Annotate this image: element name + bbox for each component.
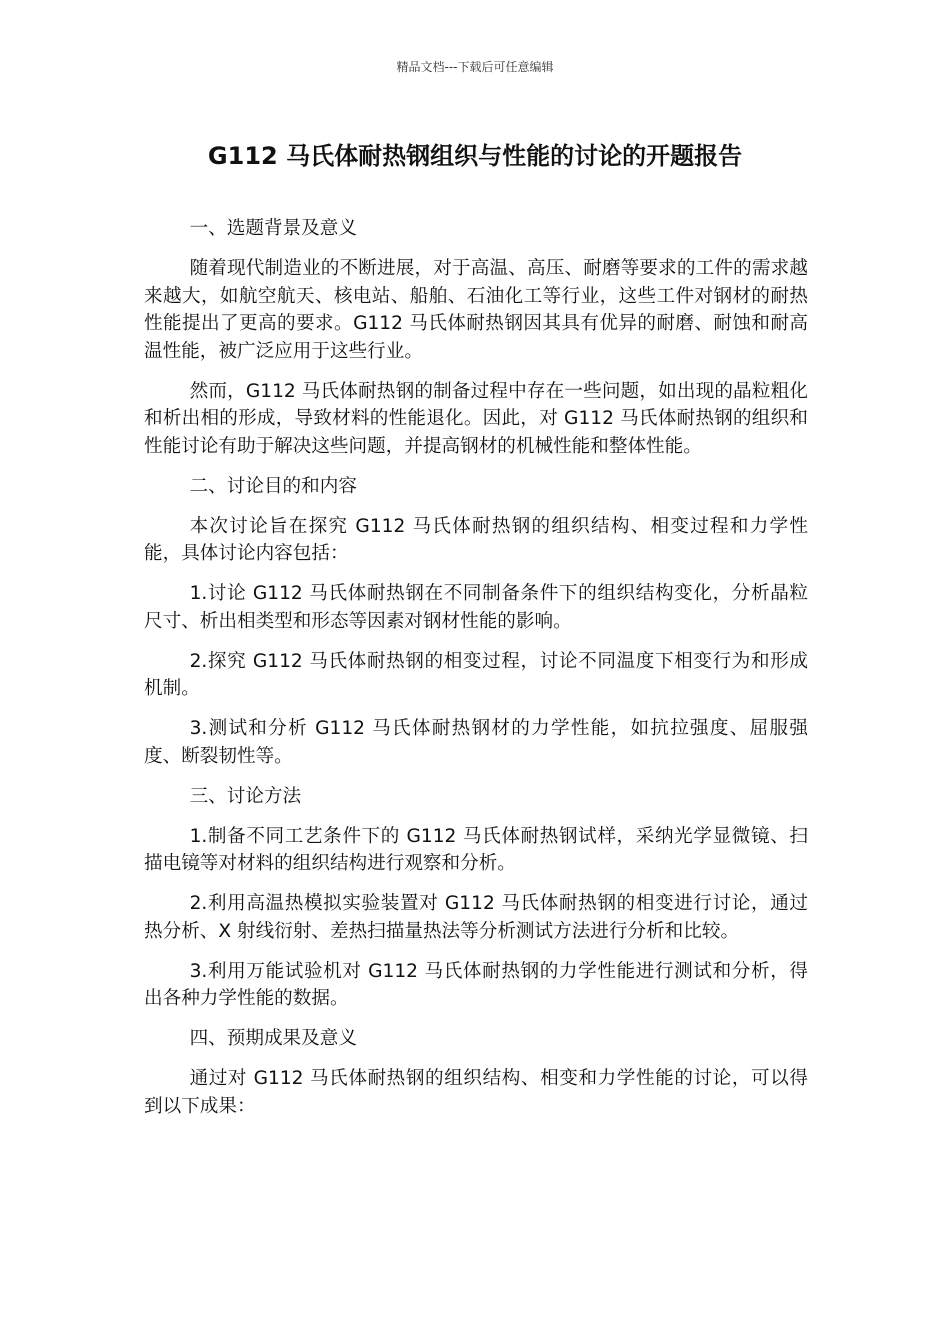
section-heading-methods: 三、讨论方法 [189, 785, 302, 807]
header-note: 精品文档---下载后可任意编辑 [396, 60, 554, 74]
paragraph-background-1: 随着现代制造业的不断进展，对于高温、高压、耐磨等要求的工件的需求越来越大，如航空航天、核电站、船舶、石油化工等行业，这些工件对钢材的耐热性能提出了更高的要求。G112 马氏体耐热钢因其具有优异的耐磨、耐蚀和耐高温性能，被广泛应用于这些行业。 [144, 258, 808, 362]
document-title: G112 马氏体耐热钢组织与性能的讨论的开题报告 [207, 142, 743, 170]
list-item-objective-3: 3.测试和分析 G112 马氏体耐热钢材的力学性能，如抗拉强度、屈服强度、断裂韧性等。 [144, 718, 808, 767]
section-heading-outcomes: 四、预期成果及意义 [189, 1028, 357, 1049]
paragraph-background-2: 然而，G112 马氏体耐热钢的制备过程中存在一些问题，如出现的晶粒粗化和析出相的形成，导致材料的性能退化。因此，对 G112 马氏体耐热钢的组织和性能讨论有助于解决这些问题，并提高钢材的机械性能和整体性能。 [144, 380, 808, 457]
list-item-objective-2: 2.探究 G112 马氏体耐热钢的相变过程，讨论不同温度下相变行为和形成机制。 [144, 650, 808, 699]
paragraph-objectives-intro: 本次讨论旨在探究 G112 马氏体耐热钢的组织结构、相变过程和力学性能，具体讨论内容包括： [144, 515, 808, 564]
list-item-method-2: 2.利用高温热模拟实验装置对 G112 马氏体耐热钢的相变进行讨论，通过热分析、X 射线衍射、差热扫描量热法等分析测试方法进行分析和比较。 [144, 893, 808, 942]
list-item-method-1: 1.制备不同工艺条件下的 G112 马氏体耐热钢试样，采纳光学显微镜、扫描电镜等对材料的组织结构进行观察和分析。 [144, 825, 808, 874]
section-heading-background: 一、选题背景及意义 [189, 218, 357, 239]
list-item-method-3: 3.利用万能试验机对 G112 马氏体耐热钢的力学性能进行测试和分析，得出各种力学性能的数据。 [144, 960, 808, 1009]
paragraph-outcomes-intro: 通过对 G112 马氏体耐热钢的组织结构、相变和力学性能的讨论，可以得到以下成果： [144, 1068, 808, 1117]
document-body [144, 215, 808, 1133]
section-heading-objectives: 二、讨论目的和内容 [189, 475, 357, 497]
list-item-objective-1: 1.讨论 G112 马氏体耐热钢在不同制备条件下的组织结构变化，分析晶粒尺寸、析出相类型和形态等因素对钢材性能的影响。 [144, 583, 808, 632]
